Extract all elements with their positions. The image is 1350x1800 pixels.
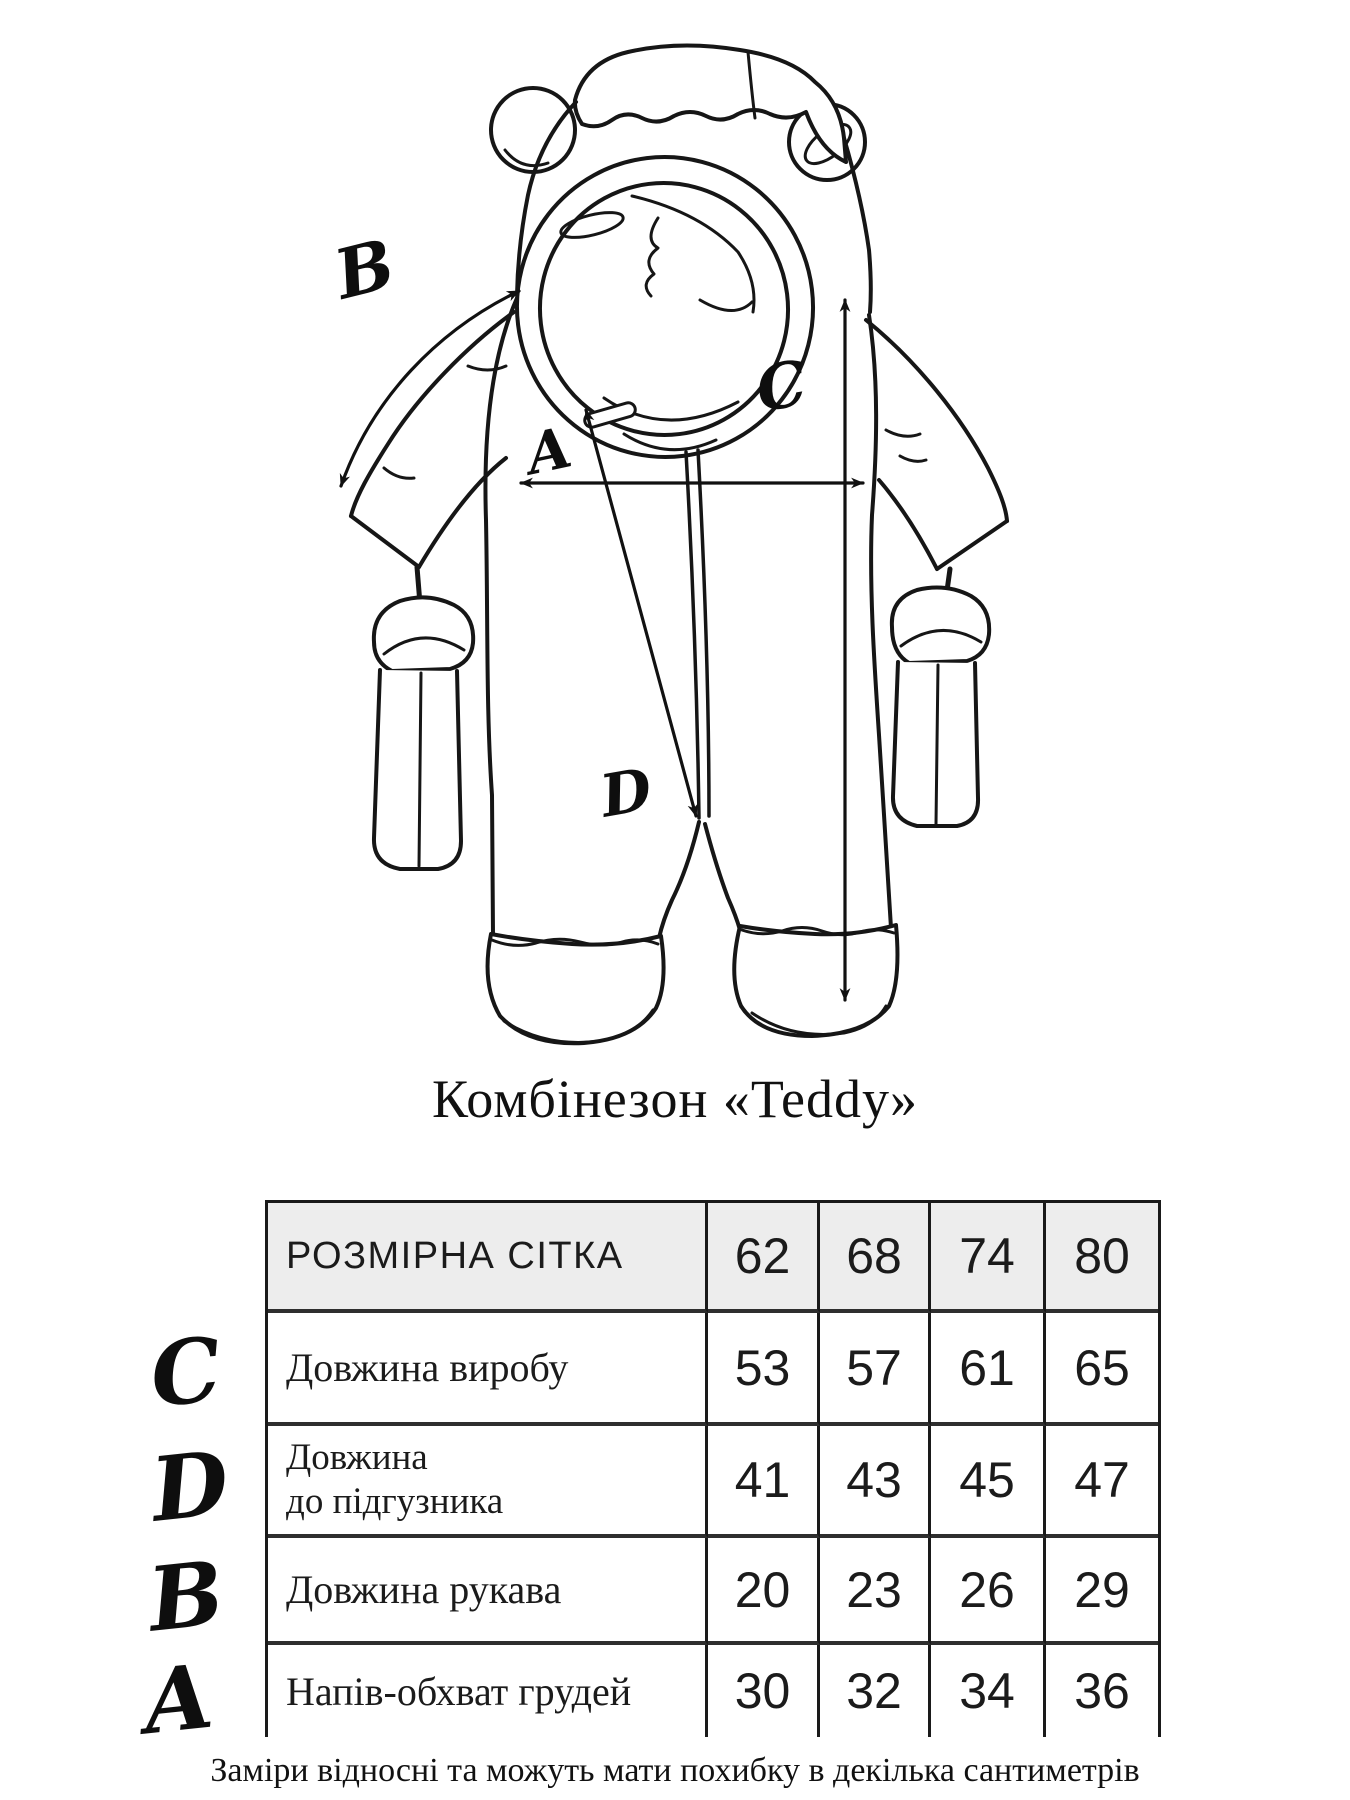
row-d-label (268, 1426, 708, 1538)
row-a-value-62: 30 (708, 1645, 820, 1737)
row-c-value-62: 53 (708, 1313, 820, 1426)
measure-label-c: C (750, 346, 813, 427)
inner-leg-left (659, 822, 699, 938)
row-b-value-80: 29 (1046, 1538, 1158, 1645)
body-left-edge (485, 298, 517, 935)
row-b-value-68: 23 (820, 1538, 931, 1645)
size-col-68: 68 (820, 1203, 931, 1313)
size-col-62: 62 (708, 1203, 820, 1313)
row-a-value-74: 34 (931, 1645, 1046, 1737)
size-table-header-label: РОЗМІРНА СІТКА (268, 1203, 708, 1313)
size-col-74: 74 (931, 1203, 1046, 1313)
size-col-80: 80 (1046, 1203, 1158, 1313)
mitten-left (374, 597, 473, 869)
row-d-value-74: 45 (931, 1426, 1046, 1538)
row-c-value-80: 65 (1046, 1313, 1158, 1426)
row-d-label-line2: до підгузника (286, 1481, 504, 1522)
row-letter-d: D (146, 1430, 234, 1542)
mitten-right (892, 588, 989, 826)
bootie-right (734, 925, 897, 1036)
row-d-value-62: 41 (708, 1426, 820, 1538)
row-a-value-68: 32 (820, 1645, 931, 1737)
row-c-value-74: 61 (931, 1313, 1046, 1426)
measure-label-d: D (595, 754, 657, 831)
row-d-label-line1: Довжина (286, 1437, 428, 1479)
sleeve-right (866, 320, 1007, 569)
row-a-label: Напів-обхват грудей (268, 1645, 708, 1737)
bear-ear-left (491, 88, 575, 172)
row-d-value-68: 43 (820, 1426, 931, 1538)
row-b-label: Довжина рукава (268, 1538, 708, 1645)
row-letter-b: B (143, 1540, 229, 1652)
row-b-value-74: 26 (931, 1538, 1046, 1645)
body-right-edge (869, 315, 891, 928)
measure-label-b: B (327, 224, 403, 316)
row-a-value-80: 36 (1074, 1663, 1130, 1719)
bootie-left (488, 934, 664, 1043)
row-letter-c: C (145, 1316, 227, 1428)
row-b-value-62: 20 (708, 1538, 820, 1645)
inner-leg-right (705, 824, 740, 930)
size-table (265, 1200, 1161, 1737)
measure-label-a: A (520, 414, 578, 489)
row-d-value-80: 47 (1046, 1426, 1158, 1538)
row-letter-a: A (138, 1643, 218, 1755)
zipper (686, 450, 709, 818)
row-c-value-68: 57 (820, 1313, 931, 1426)
row-c-label: Довжина виробу (268, 1313, 708, 1426)
footnote: Заміри відносні та можуть мати похибку в декілька сантиметрів (210, 1752, 1140, 1789)
page-title: Комбінезон «Teddy» (431, 1069, 919, 1129)
